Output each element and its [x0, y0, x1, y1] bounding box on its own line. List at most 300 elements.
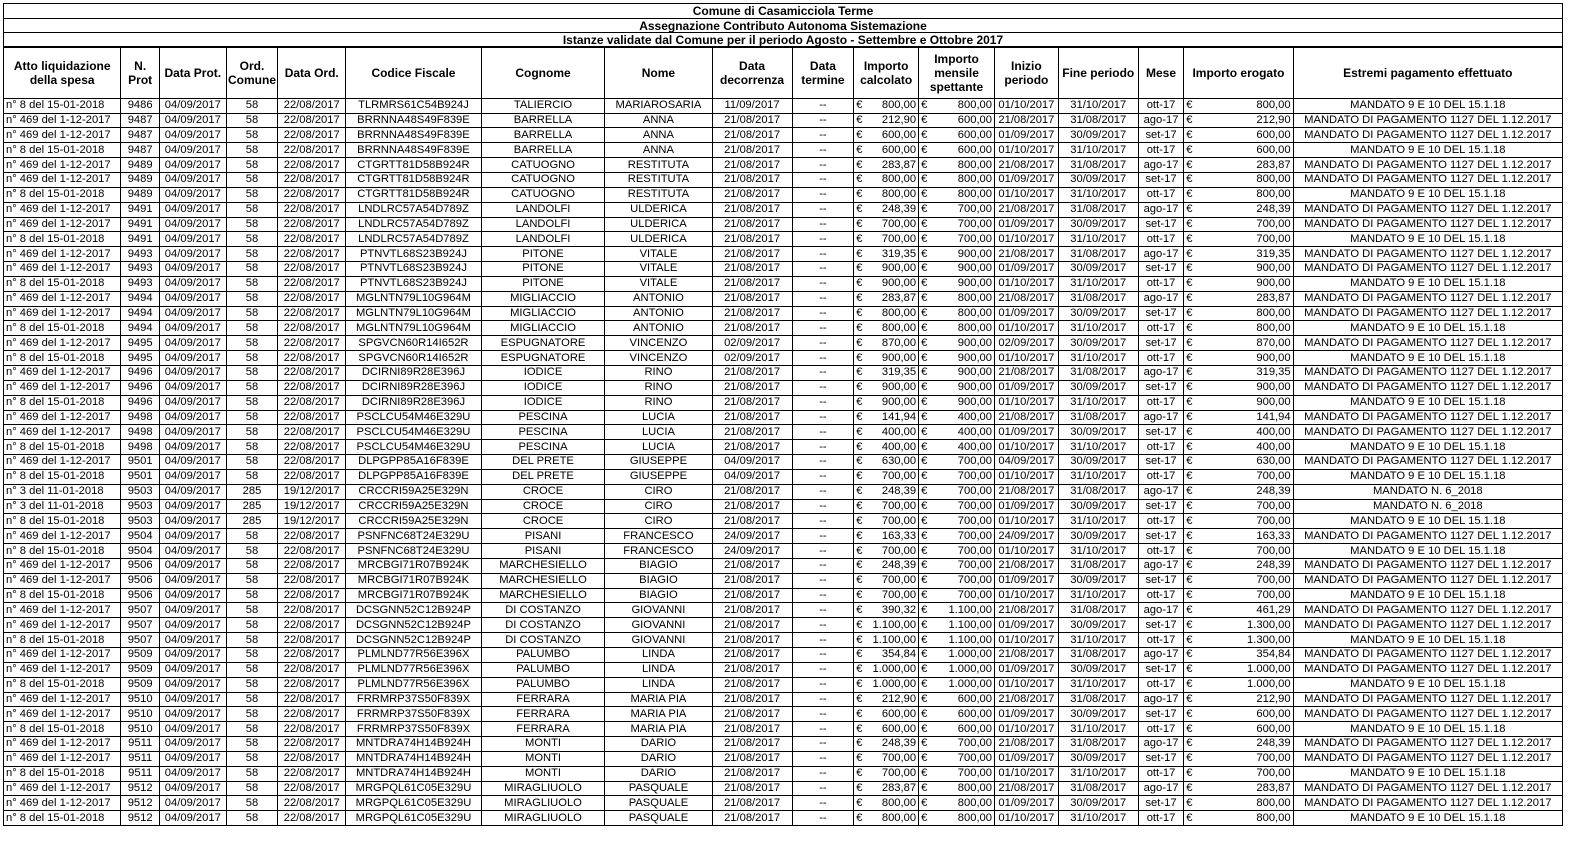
table-row	[4, 321, 1563, 336]
codice-fiscale-cell: PSCLCU54M46E329U	[346, 410, 482, 425]
nome-cell: GIOVANNI	[605, 603, 712, 618]
fine-periodo-cell: 31/10/2017	[1058, 395, 1138, 410]
data-termine-cell: --	[792, 380, 854, 395]
codice-fiscale-cell: LNDLRC57A54D789Z	[346, 232, 482, 247]
importo-mensile-cell: € 400,00	[919, 410, 995, 425]
data-prot-cell: 04/09/2017	[159, 499, 226, 514]
table-row	[4, 648, 1563, 663]
mese-cell: set-17	[1138, 306, 1184, 321]
codice-fiscale-cell: BRRNNA48S49F839E	[346, 128, 482, 143]
importo-erogato-cell: € 800,00	[1184, 306, 1293, 321]
nome-cell: CIRO	[605, 499, 712, 514]
codice-fiscale-cell: BRRNNA48S49F839E	[346, 113, 482, 128]
inizio-periodo-cell: 01/10/2017	[995, 811, 1059, 826]
importo-calcolato-cell: € 700,00	[854, 544, 919, 559]
inizio-periodo-cell: 01/09/2017	[995, 662, 1059, 677]
importo-erogato-cell: € 900,00	[1184, 276, 1293, 291]
data-termine-cell: --	[792, 365, 854, 380]
nome-cell: RINO	[605, 395, 712, 410]
inizio-periodo-cell: 01/10/2017	[995, 395, 1059, 410]
table-row	[4, 440, 1563, 455]
importo-erogato-cell: € 212,90	[1184, 113, 1293, 128]
mese-cell: ott-17	[1138, 514, 1184, 529]
estremi-pagamento-cell: MANDATO 9 E 10 DEL 15.1.18	[1293, 98, 1562, 113]
col-header-data-prot: Data Prot.	[159, 47, 226, 98]
mese-cell: set-17	[1138, 529, 1184, 544]
importo-mensile-cell: € 700,00	[919, 751, 995, 766]
col-header-data-ord: Data Ord.	[278, 47, 346, 98]
nome-cell: VINCENZO	[605, 351, 712, 366]
nome-cell: MARIA PIA	[605, 707, 712, 722]
table-row	[4, 202, 1563, 217]
data-ord-cell: 22/08/2017	[278, 796, 346, 811]
atto-cell: n° 8 del 15-01-2018	[4, 514, 121, 529]
data-decorrenza-cell: 21/08/2017	[712, 291, 792, 306]
table-row	[4, 395, 1563, 410]
ord-comune-cell: 58	[226, 351, 278, 366]
table-body	[4, 98, 1563, 825]
cognome-cell: PESCINA	[481, 440, 605, 455]
estremi-pagamento-cell: MANDATO DI PAGAMENTO 1127 DEL 1.12.2017	[1293, 573, 1562, 588]
estremi-pagamento-cell: MANDATO DI PAGAMENTO 1127 DEL 1.12.2017	[1293, 425, 1562, 440]
estremi-pagamento-cell: MANDATO DI PAGAMENTO 1127 DEL 1.12.2017	[1293, 158, 1562, 173]
atto-cell: n° 469 del 1-12-2017	[4, 306, 121, 321]
estremi-pagamento-cell: MANDATO 9 E 10 DEL 15.1.18	[1293, 588, 1562, 603]
ord-comune-cell: 58	[226, 143, 278, 158]
codice-fiscale-cell: FRRMRP37S50F839X	[346, 722, 482, 737]
data-prot-cell: 04/09/2017	[159, 633, 226, 648]
inizio-periodo-cell: 21/08/2017	[995, 737, 1059, 752]
data-termine-cell: --	[792, 143, 854, 158]
ord-comune-cell: 58	[226, 365, 278, 380]
table-row	[4, 544, 1563, 559]
codice-fiscale-cell: MRGPQL61C05E329U	[346, 811, 482, 826]
atto-cell: n° 469 del 1-12-2017	[4, 217, 121, 232]
table-row	[4, 484, 1563, 499]
table-row	[4, 410, 1563, 425]
importo-calcolato-cell: € 390,32	[854, 603, 919, 618]
estremi-pagamento-cell: MANDATO DI PAGAMENTO 1127 DEL 1.12.2017	[1293, 781, 1562, 796]
data-termine-cell: --	[792, 351, 854, 366]
col-header-importo-calcolato: Importo calcolato	[854, 47, 919, 98]
data-decorrenza-cell: 21/08/2017	[712, 662, 792, 677]
ord-comune-cell: 285	[226, 499, 278, 514]
table-row	[4, 737, 1563, 752]
importo-erogato-cell: € 163,33	[1184, 529, 1293, 544]
importo-calcolato-cell: € 700,00	[854, 499, 919, 514]
importo-mensile-cell: € 1.000,00	[919, 648, 995, 663]
mese-cell: set-17	[1138, 751, 1184, 766]
importo-mensile-cell: € 700,00	[919, 232, 995, 247]
prot-cell: 9489	[121, 173, 159, 188]
importo-erogato-cell: € 283,87	[1184, 158, 1293, 173]
importo-mensile-cell: € 700,00	[919, 766, 995, 781]
estremi-pagamento-cell: MANDATO DI PAGAMENTO 1127 DEL 1.12.2017	[1293, 217, 1562, 232]
importo-mensile-cell: € 1.100,00	[919, 603, 995, 618]
fine-periodo-cell: 31/08/2017	[1058, 365, 1138, 380]
estremi-pagamento-cell: MANDATO N. 6_2018	[1293, 499, 1562, 514]
col-header-fine-periodo: Fine periodo	[1058, 47, 1138, 98]
data-prot-cell: 04/09/2017	[159, 618, 226, 633]
inizio-periodo-cell: 01/10/2017	[995, 321, 1059, 336]
fine-periodo-cell: 30/09/2017	[1058, 380, 1138, 395]
data-termine-cell: --	[792, 128, 854, 143]
inizio-periodo-cell: 01/10/2017	[995, 588, 1059, 603]
data-termine-cell: --	[792, 484, 854, 499]
data-decorrenza-cell: 21/08/2017	[712, 440, 792, 455]
header-row	[4, 47, 1563, 98]
data-prot-cell: 04/09/2017	[159, 128, 226, 143]
fine-periodo-cell: 30/09/2017	[1058, 425, 1138, 440]
ord-comune-cell: 58	[226, 588, 278, 603]
estremi-pagamento-cell: MANDATO DI PAGAMENTO 1127 DEL 1.12.2017	[1293, 380, 1562, 395]
atto-cell: n° 8 del 15-01-2018	[4, 677, 121, 692]
table-row	[4, 336, 1563, 351]
importo-mensile-cell: € 1.000,00	[919, 677, 995, 692]
data-prot-cell: 04/09/2017	[159, 484, 226, 499]
atto-cell: n° 469 del 1-12-2017	[4, 529, 121, 544]
table-row	[4, 722, 1563, 737]
fine-periodo-cell: 31/10/2017	[1058, 722, 1138, 737]
prot-cell: 9506	[121, 558, 159, 573]
ord-comune-cell: 58	[226, 737, 278, 752]
importo-erogato-cell: € 800,00	[1184, 796, 1293, 811]
ord-comune-cell: 58	[226, 544, 278, 559]
estremi-pagamento-cell: MANDATO DI PAGAMENTO 1127 DEL 1.12.2017	[1293, 262, 1562, 277]
data-decorrenza-cell: 21/08/2017	[712, 737, 792, 752]
table-row	[4, 751, 1563, 766]
cognome-cell: PALUMBO	[481, 648, 605, 663]
ord-comune-cell: 58	[226, 722, 278, 737]
importo-erogato-cell: € 141,94	[1184, 410, 1293, 425]
fine-periodo-cell: 31/10/2017	[1058, 633, 1138, 648]
mese-cell: set-17	[1138, 796, 1184, 811]
mese-cell: ott-17	[1138, 722, 1184, 737]
data-decorrenza-cell: 21/08/2017	[712, 573, 792, 588]
prot-cell: 9503	[121, 499, 159, 514]
atto-cell: n° 469 del 1-12-2017	[4, 113, 121, 128]
data-prot-cell: 04/09/2017	[159, 692, 226, 707]
mese-cell: set-17	[1138, 455, 1184, 470]
ord-comune-cell: 58	[226, 217, 278, 232]
mese-cell: set-17	[1138, 499, 1184, 514]
inizio-periodo-cell: 01/09/2017	[995, 618, 1059, 633]
fine-periodo-cell: 31/10/2017	[1058, 98, 1138, 113]
prot-cell: 9487	[121, 128, 159, 143]
data-termine-cell: --	[792, 707, 854, 722]
prot-cell: 9512	[121, 781, 159, 796]
fine-periodo-cell: 30/09/2017	[1058, 128, 1138, 143]
inizio-periodo-cell: 04/09/2017	[995, 455, 1059, 470]
cognome-cell: MARCHESIELLO	[481, 588, 605, 603]
importo-calcolato-cell: € 400,00	[854, 425, 919, 440]
importo-erogato-cell: € 248,39	[1184, 202, 1293, 217]
nome-cell: MARIAROSARIA	[605, 98, 712, 113]
fine-periodo-cell: 31/08/2017	[1058, 737, 1138, 752]
estremi-pagamento-cell: MANDATO DI PAGAMENTO 1127 DEL 1.12.2017	[1293, 336, 1562, 351]
inizio-periodo-cell: 01/10/2017	[995, 440, 1059, 455]
fine-periodo-cell: 31/08/2017	[1058, 113, 1138, 128]
data-prot-cell: 04/09/2017	[159, 811, 226, 826]
codice-fiscale-cell: DCSGNN52C12B924P	[346, 618, 482, 633]
data-ord-cell: 22/08/2017	[278, 751, 346, 766]
data-prot-cell: 04/09/2017	[159, 573, 226, 588]
data-decorrenza-cell: 21/08/2017	[712, 781, 792, 796]
importo-mensile-cell: € 800,00	[919, 173, 995, 188]
data-ord-cell: 19/12/2017	[278, 484, 346, 499]
data-ord-cell: 22/08/2017	[278, 469, 346, 484]
data-decorrenza-cell: 21/08/2017	[712, 499, 792, 514]
data-prot-cell: 04/09/2017	[159, 187, 226, 202]
mese-cell: ott-17	[1138, 143, 1184, 158]
atto-cell: n° 469 del 1-12-2017	[4, 692, 121, 707]
data-ord-cell: 22/08/2017	[278, 618, 346, 633]
prot-cell: 9510	[121, 707, 159, 722]
data-prot-cell: 04/09/2017	[159, 291, 226, 306]
data-ord-cell: 22/08/2017	[278, 202, 346, 217]
data-decorrenza-cell: 21/08/2017	[712, 276, 792, 291]
table-row	[4, 455, 1563, 470]
data-ord-cell: 22/08/2017	[278, 351, 346, 366]
mese-cell: set-17	[1138, 662, 1184, 677]
estremi-pagamento-cell: MANDATO DI PAGAMENTO 1127 DEL 1.12.2017	[1293, 618, 1562, 633]
data-termine-cell: --	[792, 247, 854, 262]
atto-cell: n° 469 del 1-12-2017	[4, 618, 121, 633]
mese-cell: ago-17	[1138, 247, 1184, 262]
fine-periodo-cell: 30/09/2017	[1058, 455, 1138, 470]
data-termine-cell: --	[792, 603, 854, 618]
inizio-periodo-cell: 21/08/2017	[995, 365, 1059, 380]
importo-calcolato-cell: € 700,00	[854, 751, 919, 766]
data-termine-cell: --	[792, 781, 854, 796]
data-termine-cell: --	[792, 751, 854, 766]
importo-mensile-cell: € 700,00	[919, 529, 995, 544]
cognome-cell: MONTI	[481, 751, 605, 766]
ord-comune-cell: 58	[226, 573, 278, 588]
fine-periodo-cell: 30/09/2017	[1058, 529, 1138, 544]
inizio-periodo-cell: 01/09/2017	[995, 306, 1059, 321]
mese-cell: ott-17	[1138, 351, 1184, 366]
inizio-periodo-cell: 01/09/2017	[995, 262, 1059, 277]
mese-cell: ott-17	[1138, 440, 1184, 455]
inizio-periodo-cell: 21/08/2017	[995, 113, 1059, 128]
data-termine-cell: --	[792, 321, 854, 336]
col-header-data-termine: Data termine	[792, 47, 854, 98]
prot-cell: 9510	[121, 692, 159, 707]
mese-cell: set-17	[1138, 618, 1184, 633]
data-termine-cell: --	[792, 662, 854, 677]
cognome-cell: MIRAGLIUOLO	[481, 811, 605, 826]
table-row	[4, 618, 1563, 633]
nome-cell: VITALE	[605, 247, 712, 262]
fine-periodo-cell: 31/08/2017	[1058, 603, 1138, 618]
data-ord-cell: 22/08/2017	[278, 410, 346, 425]
nome-cell: LUCIA	[605, 410, 712, 425]
inizio-periodo-cell: 01/10/2017	[995, 514, 1059, 529]
table-row	[4, 558, 1563, 573]
data-ord-cell: 22/08/2017	[278, 588, 346, 603]
codice-fiscale-cell: MNTDRA74H14B924H	[346, 751, 482, 766]
importo-calcolato-cell: € 212,90	[854, 113, 919, 128]
importo-calcolato-cell: € 870,00	[854, 336, 919, 351]
fine-periodo-cell: 30/09/2017	[1058, 707, 1138, 722]
data-termine-cell: --	[792, 544, 854, 559]
data-ord-cell: 22/08/2017	[278, 737, 346, 752]
prot-cell: 9511	[121, 737, 159, 752]
inizio-periodo-cell: 02/09/2017	[995, 336, 1059, 351]
ord-comune-cell: 58	[226, 247, 278, 262]
codice-fiscale-cell: PTNVTL68S23B924J	[346, 276, 482, 291]
table-row	[4, 707, 1563, 722]
data-prot-cell: 04/09/2017	[159, 351, 226, 366]
importo-erogato-cell: € 700,00	[1184, 751, 1293, 766]
nome-cell: BIAGIO	[605, 573, 712, 588]
nome-cell: CIRO	[605, 514, 712, 529]
importo-mensile-cell: € 800,00	[919, 781, 995, 796]
importo-calcolato-cell: € 248,39	[854, 737, 919, 752]
mese-cell: ago-17	[1138, 781, 1184, 796]
data-prot-cell: 04/09/2017	[159, 751, 226, 766]
importo-erogato-cell: € 212,90	[1184, 692, 1293, 707]
data-decorrenza-cell: 21/08/2017	[712, 321, 792, 336]
cognome-cell: PISANI	[481, 544, 605, 559]
cognome-cell: PALUMBO	[481, 677, 605, 692]
cognome-cell: DI COSTANZO	[481, 603, 605, 618]
table-row	[4, 276, 1563, 291]
nome-cell: LINDA	[605, 662, 712, 677]
importo-calcolato-cell: € 1.000,00	[854, 662, 919, 677]
ord-comune-cell: 58	[226, 410, 278, 425]
importo-mensile-cell: € 600,00	[919, 128, 995, 143]
prot-cell: 9486	[121, 98, 159, 113]
nome-cell: DARIO	[605, 766, 712, 781]
mese-cell: ott-17	[1138, 276, 1184, 291]
inizio-periodo-cell: 01/10/2017	[995, 98, 1059, 113]
cognome-cell: DI COSTANZO	[481, 618, 605, 633]
mese-cell: ott-17	[1138, 811, 1184, 826]
data-prot-cell: 04/09/2017	[159, 336, 226, 351]
importo-erogato-cell: € 800,00	[1184, 811, 1293, 826]
estremi-pagamento-cell: MANDATO DI PAGAMENTO 1127 DEL 1.12.2017	[1293, 737, 1562, 752]
importo-erogato-cell: € 900,00	[1184, 351, 1293, 366]
data-decorrenza-cell: 21/08/2017	[712, 232, 792, 247]
mese-cell: set-17	[1138, 707, 1184, 722]
estremi-pagamento-cell: MANDATO DI PAGAMENTO 1127 DEL 1.12.2017	[1293, 306, 1562, 321]
ord-comune-cell: 58	[226, 662, 278, 677]
data-termine-cell: --	[792, 811, 854, 826]
atto-cell: n° 469 del 1-12-2017	[4, 707, 121, 722]
fine-periodo-cell: 30/09/2017	[1058, 173, 1138, 188]
table-row	[4, 306, 1563, 321]
cognome-cell: PESCINA	[481, 410, 605, 425]
data-ord-cell: 22/08/2017	[278, 187, 346, 202]
importo-mensile-cell: € 700,00	[919, 484, 995, 499]
prot-cell: 9501	[121, 469, 159, 484]
data-termine-cell: --	[792, 425, 854, 440]
importo-mensile-cell: € 700,00	[919, 469, 995, 484]
estremi-pagamento-cell: MANDATO DI PAGAMENTO 1127 DEL 1.12.2017	[1293, 529, 1562, 544]
estremi-pagamento-cell: MANDATO DI PAGAMENTO 1127 DEL 1.12.2017	[1293, 365, 1562, 380]
fine-periodo-cell: 31/10/2017	[1058, 187, 1138, 202]
inizio-periodo-cell: 21/08/2017	[995, 247, 1059, 262]
cognome-cell: IODICE	[481, 395, 605, 410]
importo-calcolato-cell: € 163,33	[854, 529, 919, 544]
estremi-pagamento-cell: MANDATO DI PAGAMENTO 1127 DEL 1.12.2017	[1293, 558, 1562, 573]
inizio-periodo-cell: 21/08/2017	[995, 410, 1059, 425]
codice-fiscale-cell: MRCBGI71R07B924K	[346, 558, 482, 573]
nome-cell: PASQUALE	[605, 811, 712, 826]
mese-cell: set-17	[1138, 262, 1184, 277]
importo-calcolato-cell: € 700,00	[854, 514, 919, 529]
ord-comune-cell: 58	[226, 232, 278, 247]
importo-erogato-cell: € 870,00	[1184, 336, 1293, 351]
cognome-cell: PALUMBO	[481, 662, 605, 677]
importo-calcolato-cell: € 319,35	[854, 247, 919, 262]
importo-mensile-cell: € 900,00	[919, 247, 995, 262]
data-termine-cell: --	[792, 677, 854, 692]
importo-mensile-cell: € 800,00	[919, 158, 995, 173]
data-termine-cell: --	[792, 440, 854, 455]
importo-erogato-cell: € 900,00	[1184, 380, 1293, 395]
importo-mensile-cell: € 600,00	[919, 143, 995, 158]
atto-cell: n° 469 del 1-12-2017	[4, 291, 121, 306]
importo-mensile-cell: € 800,00	[919, 98, 995, 113]
inizio-periodo-cell: 01/09/2017	[995, 217, 1059, 232]
data-decorrenza-cell: 02/09/2017	[712, 336, 792, 351]
prot-cell: 9504	[121, 544, 159, 559]
importo-mensile-cell: € 900,00	[919, 336, 995, 351]
codice-fiscale-cell: MNTDRA74H14B924H	[346, 737, 482, 752]
data-termine-cell: --	[792, 276, 854, 291]
prot-cell: 9503	[121, 484, 159, 499]
importo-erogato-cell: € 700,00	[1184, 514, 1293, 529]
estremi-pagamento-cell: MANDATO DI PAGAMENTO 1127 DEL 1.12.2017	[1293, 113, 1562, 128]
table-row	[4, 262, 1563, 277]
ord-comune-cell: 58	[226, 529, 278, 544]
inizio-periodo-cell: 01/10/2017	[995, 677, 1059, 692]
inizio-periodo-cell: 01/10/2017	[995, 232, 1059, 247]
nome-cell: FRANCESCO	[605, 544, 712, 559]
fine-periodo-cell: 30/09/2017	[1058, 336, 1138, 351]
importo-calcolato-cell: € 800,00	[854, 306, 919, 321]
prot-cell: 9494	[121, 321, 159, 336]
data-decorrenza-cell: 21/08/2017	[712, 603, 792, 618]
nome-cell: RESTITUTA	[605, 173, 712, 188]
codice-fiscale-cell: MRCBGI71R07B924K	[346, 588, 482, 603]
nome-cell: ANNA	[605, 143, 712, 158]
fine-periodo-cell: 30/09/2017	[1058, 796, 1138, 811]
nome-cell: DARIO	[605, 751, 712, 766]
importo-calcolato-cell: € 283,87	[854, 781, 919, 796]
cognome-cell: PESCINA	[481, 425, 605, 440]
inizio-periodo-cell: 01/09/2017	[995, 573, 1059, 588]
data-ord-cell: 22/08/2017	[278, 247, 346, 262]
ord-comune-cell: 58	[226, 618, 278, 633]
data-ord-cell: 22/08/2017	[278, 276, 346, 291]
data-ord-cell: 22/08/2017	[278, 380, 346, 395]
codice-fiscale-cell: DCIRNI89R28E396J	[346, 365, 482, 380]
codice-fiscale-cell: CTGRTT81D58B924R	[346, 158, 482, 173]
cognome-cell: IODICE	[481, 365, 605, 380]
nome-cell: VINCENZO	[605, 336, 712, 351]
data-prot-cell: 04/09/2017	[159, 796, 226, 811]
mese-cell: ago-17	[1138, 202, 1184, 217]
col-header-nome: Nome	[605, 47, 712, 98]
data-termine-cell: --	[792, 558, 854, 573]
mese-cell: ago-17	[1138, 291, 1184, 306]
atto-cell: n° 469 del 1-12-2017	[4, 751, 121, 766]
importo-calcolato-cell: € 800,00	[854, 173, 919, 188]
